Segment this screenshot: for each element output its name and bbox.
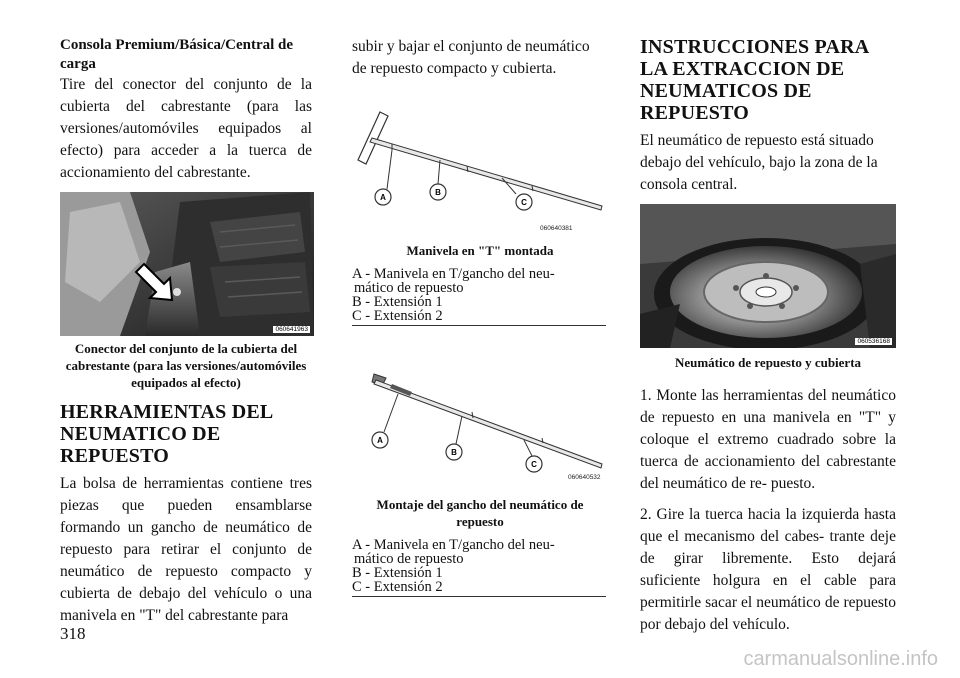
section-heading: INSTRUCCIONES PARA LA EXTRACCION DE NEUMATICOS DE REPUESTO [640, 36, 869, 124]
callout-b: B [435, 188, 441, 197]
callout-a: A [380, 193, 386, 202]
callout-c: C [531, 460, 537, 469]
figure-caption: Montaje del gancho del neumático de repuesto [376, 497, 584, 529]
column-left [60, 36, 312, 627]
legend-item: mático de repuesto [354, 280, 464, 296]
spare-tire-photo [640, 204, 896, 348]
hook-assembly-figure [352, 372, 608, 490]
callout-c: C [521, 198, 527, 207]
hook-assembly-diagram [352, 372, 608, 490]
seat-console-illustration [60, 192, 314, 336]
callout-b: B [451, 448, 457, 457]
photo-caption: Neumático de repuesto y cubierta [674, 355, 862, 370]
continuation-paragraph: subir y bajar el conjunto de neumático de repuesto compacto y cubierta. [352, 38, 590, 77]
section-subheading: Consola Premium/Básica/Central de carga [60, 37, 294, 72]
figure-code: 060536168 [857, 338, 890, 345]
figure-code: 060640532 [568, 474, 601, 481]
photo-caption: Conector del conjunto de la cubierta del cabrestante (para las versiones/automóviles equipados al efecto) [65, 341, 307, 390]
figure-code: 060641963 [275, 326, 308, 333]
figure-code: 060640381 [540, 225, 573, 232]
instruction-step-1: 1. Monte las herramientas del neumático de repuesto en una manivela en "T" y coloque el extremo cuadrado sobre la tuerca de accionamiento del cabrestante del neumático de re- puesto. [640, 387, 896, 492]
legend-item: A - Manivela en T/gancho del neu- [352, 266, 555, 282]
instruction-step-2: 2. Gire la tuerca hacia la izquierda hasta que el mecanismo del cabes- trante deje de girar libremente. Esto dejará suficiente holgura en el cable para permitirle sacar el neumático de repuesto por debajo del vehículo. [640, 506, 896, 633]
column-right [640, 36, 896, 645]
body-paragraph: La bolsa de herramientas contiene tres piezas que pueden ensamblarse formando un gancho de neumático de repuesto para retirar el conjunto de neumático de repuesto compacto y cubierta de debajo del vehículo o una manivela en "T" del cabrestante para [60, 475, 312, 624]
legend-item: B - Extensión 1 [352, 565, 443, 581]
page-number: 318 [60, 624, 86, 643]
figure-caption: Manivela en "T" montada [406, 243, 554, 258]
legend-item: C - Extensión 2 [352, 579, 443, 595]
intro-paragraph: El neumático de repuesto está situado debajo del vehículo, bajo la zona de la consola central. [640, 132, 878, 193]
figure-legend [352, 538, 606, 597]
watermark: carmanualsonline.info [743, 648, 938, 670]
intro-paragraph: Tire del conector del conjunto de la cubierta del cabrestante (para las versiones/automóviles equipados al efecto) para acceder a la tuerca de accionamiento del cabrestante. [60, 76, 312, 181]
t-handle-figure [352, 94, 608, 248]
legend-item: B - Extensión 1 [352, 294, 443, 310]
section-heading: HERRAMIENTAS DEL NEUMATICO DE REPUESTO [60, 401, 273, 467]
spare-tire-illustration [640, 204, 896, 348]
legend-item: C - Extensión 2 [352, 308, 443, 324]
figure-legend [352, 267, 606, 326]
callout-a: A [377, 436, 383, 445]
legend-item: A - Manivela en T/gancho del neu- [352, 537, 555, 553]
legend-item: mático de repuesto [354, 551, 464, 567]
column-middle [352, 36, 608, 597]
winch-cover-photo [60, 192, 314, 336]
